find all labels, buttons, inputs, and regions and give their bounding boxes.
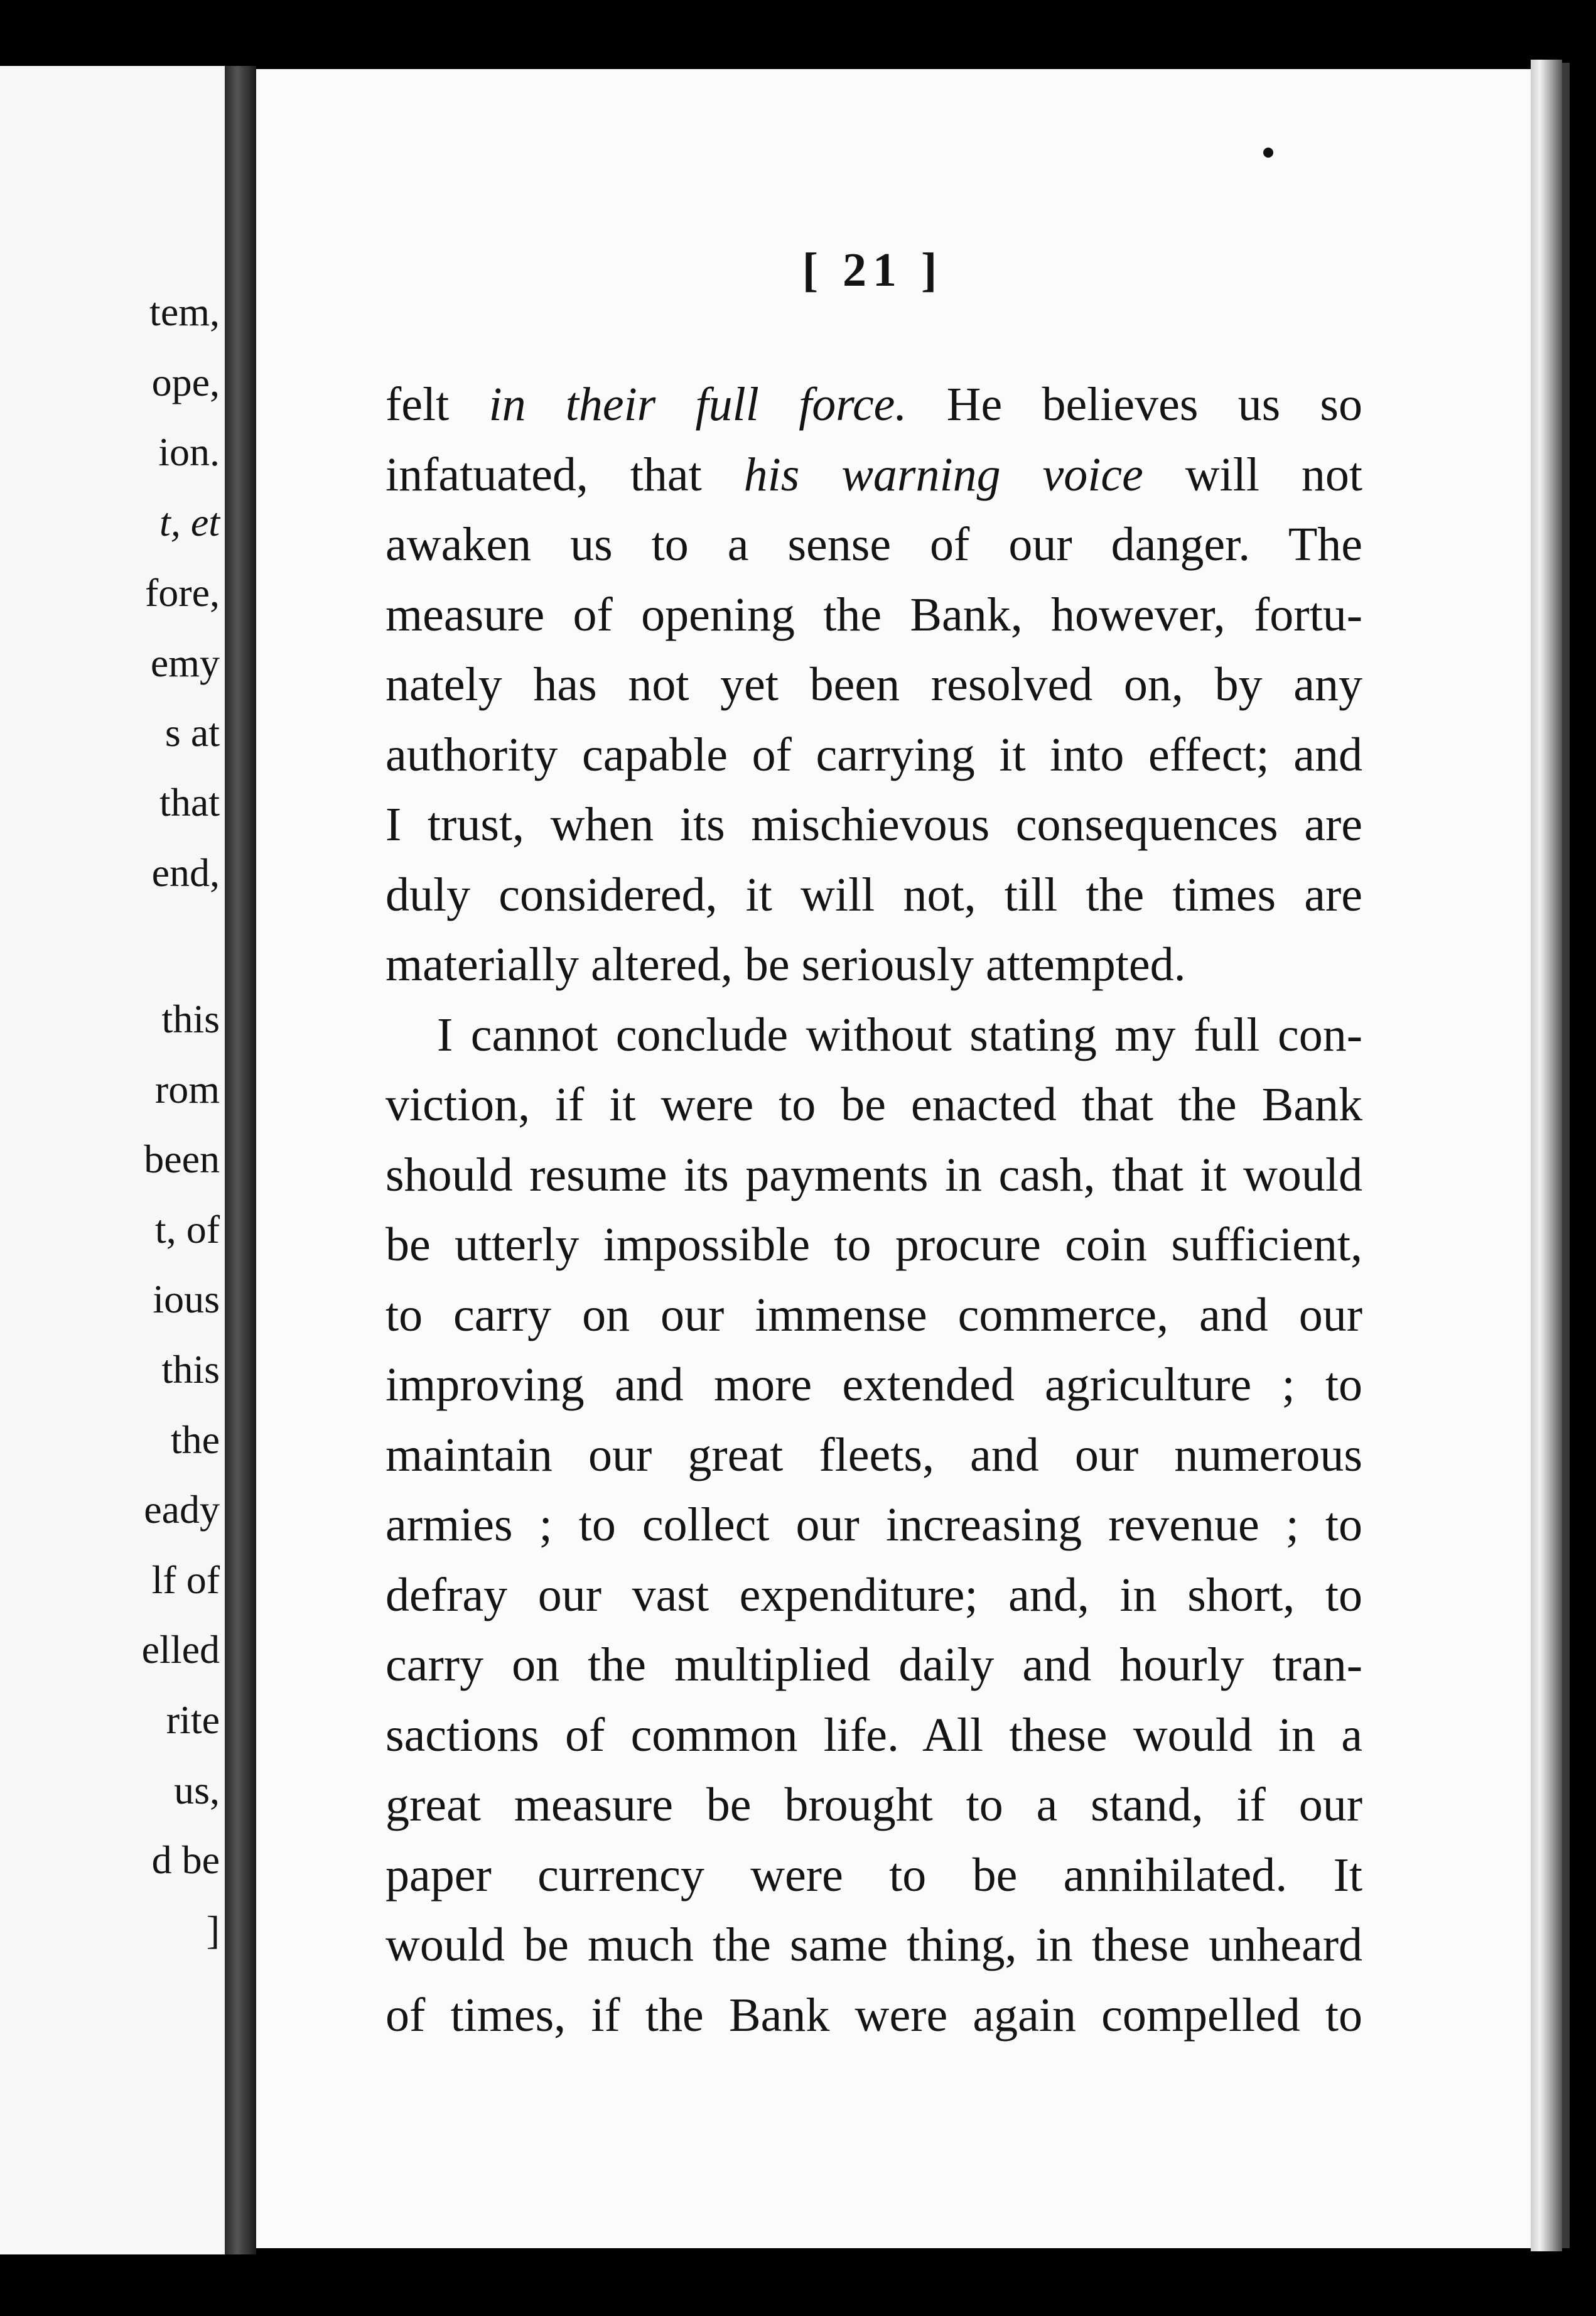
text-line (386, 1910, 1362, 1981)
text-run: carry on the multiplied daily and hourly tran- (386, 1638, 1362, 1691)
text-line (386, 440, 1362, 511)
previous-page-line: t, et (159, 500, 220, 544)
text-run: would be much the same thing, in these unheard (386, 1918, 1362, 1971)
text-line (386, 370, 1362, 440)
previous-page-line: this (161, 1347, 220, 1392)
italic-text: his warning voice (743, 448, 1143, 501)
previous-page-line: d be (151, 1837, 220, 1882)
text-line (386, 860, 1362, 931)
text-line (386, 580, 1362, 651)
text-run: I trust, when its mischievous consequences are (386, 798, 1362, 851)
text-run: armies ; to collect our increasing revenue ; to (386, 1498, 1362, 1551)
book-gutter (225, 66, 256, 2254)
previous-page-line: end, (151, 850, 220, 895)
previous-page-fragment (0, 66, 225, 2254)
text-run: materially altered, be seriously attempted. (386, 938, 1186, 991)
previous-page-line: this (161, 997, 220, 1041)
body-text (386, 370, 1362, 2050)
text-run: great measure be brought to a stand, if our (386, 1778, 1362, 1831)
text-run: sactions of common life. All these would in a (386, 1708, 1362, 1761)
previous-page-line: ope, (151, 360, 220, 404)
text-line (386, 1841, 1362, 1911)
text-line (386, 790, 1362, 860)
text-line (386, 510, 1362, 580)
previous-page-line: elled (141, 1627, 220, 1672)
previous-page-line: us, (174, 1768, 220, 1812)
text-run: duly considered, it will not, till the times are (386, 868, 1362, 921)
previous-page-line: been (144, 1137, 220, 1181)
text-line (386, 1350, 1362, 1420)
text-line (386, 1490, 1362, 1561)
text-line (386, 1420, 1362, 1491)
text-run: defray our vast expenditure; and, in short, to (386, 1568, 1362, 1621)
text-run: maintain our great fleets, and our numerous (386, 1428, 1362, 1481)
previous-page-line: eady (144, 1487, 220, 1532)
text-run: I cannot conclude without stating my full con- (437, 1008, 1362, 1061)
text-run: of times, if the Bank were again compelled to (386, 1988, 1362, 2042)
text-line (386, 1981, 1362, 2051)
previous-page-line: that (159, 780, 220, 825)
previous-page-line: lf of (151, 1557, 220, 1602)
text-run: nately has not yet been resolved on, by any (386, 658, 1362, 711)
previous-page-line: ] (206, 1908, 220, 1952)
text-run: felt (386, 378, 489, 431)
previous-page-line: ious (153, 1277, 220, 1321)
text-run: should resume its payments in cash, that it would (386, 1148, 1362, 1201)
previous-page-line: rite (166, 1697, 220, 1742)
text-run: measure of opening the Bank, however, fortu- (386, 588, 1362, 641)
text-line (386, 1561, 1362, 1631)
text-run: paper currency were to be annihilated. It (386, 1848, 1362, 1902)
text-line (386, 930, 1362, 1000)
text-run: viction, if it were to be enacted that the Bank (386, 1078, 1362, 1131)
text-line (386, 720, 1362, 791)
page-number: [ 21 ] (802, 244, 944, 296)
text-line (386, 1140, 1362, 1211)
page-edge (1531, 60, 1562, 2251)
previous-page-line: tem, (149, 290, 220, 334)
text-line (386, 1701, 1362, 1771)
italic-text: in their full force. (488, 378, 907, 431)
text-line (386, 1070, 1362, 1140)
text-run: awaken us to a sense of our danger. The (386, 518, 1362, 571)
text-line (386, 1280, 1362, 1351)
page-edge-shadow (1562, 63, 1570, 2248)
ink-speck (1263, 148, 1273, 158)
text-run: will not (1143, 448, 1362, 501)
text-run: infatuated, that (386, 448, 744, 501)
text-run: to carry on our immense commerce, and our (386, 1288, 1362, 1341)
previous-page-line: fore, (144, 570, 220, 615)
previous-page-line: ion. (158, 430, 220, 474)
previous-page-line: emy (150, 641, 220, 685)
previous-page-line: t, of (154, 1207, 220, 1252)
text-run: authority capable of carrying it into effect; and (386, 728, 1362, 781)
text-line (386, 1770, 1362, 1841)
text-line (386, 1000, 1362, 1071)
text-run: be utterly impossible to procure coin sufficient, (386, 1218, 1362, 1271)
text-line (386, 1210, 1362, 1280)
previous-page-line: rom (154, 1067, 220, 1112)
previous-page-line: the (170, 1417, 220, 1462)
previous-page-line: s at (164, 710, 220, 755)
text-run: He believes us so (907, 378, 1362, 431)
text-line (386, 650, 1362, 720)
text-run: improving and more extended agriculture ; to (386, 1358, 1362, 1411)
text-line (386, 1630, 1362, 1701)
